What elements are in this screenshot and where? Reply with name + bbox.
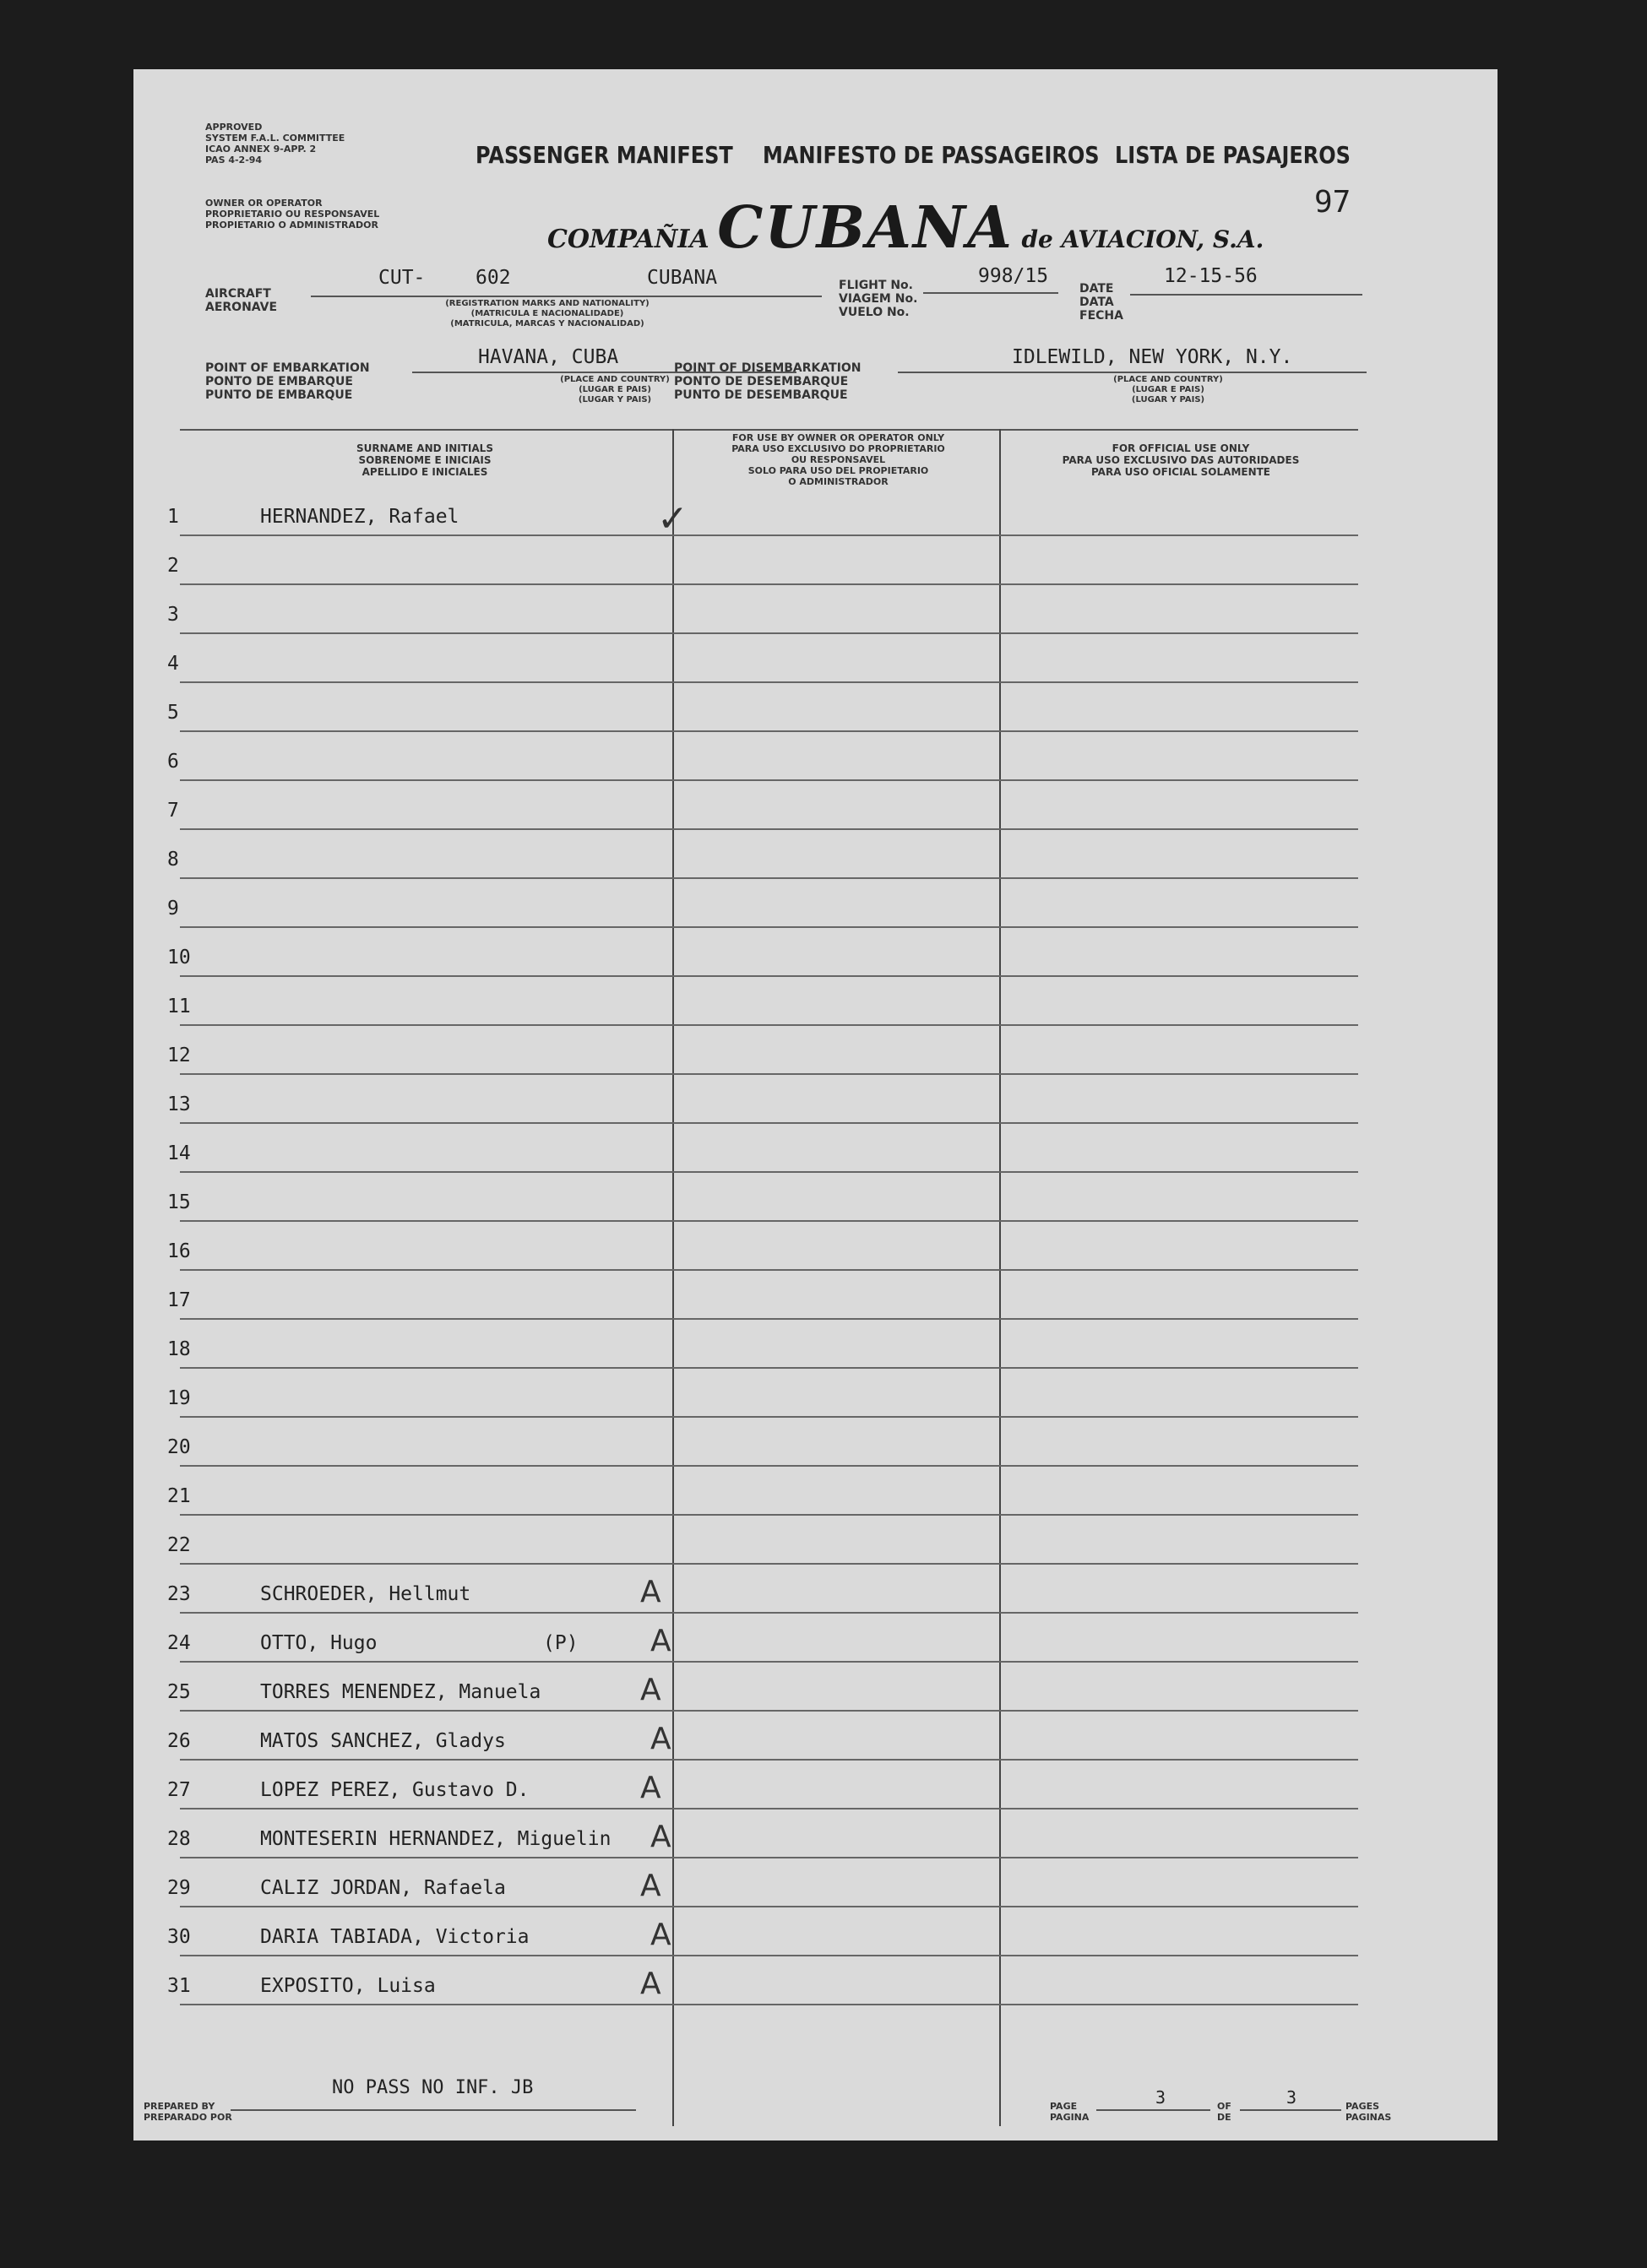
row-rule	[180, 1759, 1358, 1761]
approval-block	[205, 122, 345, 165]
row-rule	[180, 1367, 1358, 1369]
column-header-line: SOLO PARA USO DEL PROPIETARIO	[747, 465, 929, 476]
row-rule	[180, 1906, 1358, 1907]
row-number: 12	[167, 1044, 191, 1066]
column-header-name	[180, 442, 670, 478]
pages-label	[1345, 2101, 1391, 2123]
row-number: 28	[167, 1828, 191, 1850]
flight-label-line: VUELO No.	[839, 306, 910, 319]
column-header-owner	[676, 432, 1001, 487]
row-number: 30	[167, 1926, 191, 1948]
handwritten-mark: A	[640, 1575, 661, 1609]
manifest-sheet	[133, 69, 1498, 2140]
title-portuguese: MANIFESTO DE PASSAGEIROS	[763, 141, 1100, 170]
row-number: 19	[167, 1387, 191, 1409]
caption-line: (LUGAR E PAIS)	[579, 385, 651, 394]
page-underline	[1096, 2109, 1210, 2111]
disembarkation-label	[674, 361, 862, 402]
column-header-line: SOBRENOME E INICIAIS	[358, 454, 492, 466]
date-label-line: DATA	[1079, 296, 1114, 309]
handwritten-mark: A	[650, 1722, 671, 1756]
company-logo	[547, 194, 1264, 262]
footer-note: NO PASS NO INF. JB	[332, 2077, 534, 2098]
aircraft-nationality: CUBANA	[647, 267, 718, 289]
handwritten-mark: A	[650, 1918, 671, 1952]
handwritten-mark: A	[650, 1624, 671, 1658]
row-number: 21	[167, 1485, 191, 1507]
embarkation-label-line: POINT OF EMBARKATION	[205, 361, 370, 375]
owner-label-line: OWNER OR OPERATOR	[205, 198, 323, 209]
embarkation-label-line: PUNTO DE EMBARQUE	[205, 388, 353, 402]
disembarkation-caption	[1046, 375, 1291, 405]
total-pages: 3	[1286, 2087, 1297, 2108]
caption-line: (PLACE AND COUNTRY)	[560, 375, 670, 384]
passenger-name: HERNANDEZ, Rafael	[260, 506, 459, 528]
row-rule	[180, 1612, 1358, 1614]
row-rule	[180, 681, 1358, 683]
row-number: 7	[167, 800, 179, 822]
flight-label-line: VIAGEM No.	[839, 292, 918, 306]
embarkation-value: HAVANA, CUBA	[478, 346, 619, 368]
caption-line: (REGISTRATION MARKS AND NATIONALITY)	[445, 299, 650, 308]
passenger-note: (P)	[543, 1632, 579, 1654]
flight-number: 998/15	[978, 265, 1049, 287]
row-number: 31	[167, 1975, 191, 1997]
disembarkation-label-line: POINT OF DISEMBARKATION	[674, 361, 862, 375]
column-divider-right	[999, 429, 1001, 2126]
row-number: 11	[167, 996, 191, 1017]
aircraft-label-line: AIRCRAFT	[205, 287, 271, 301]
title-english: PASSENGER MANIFEST	[476, 141, 733, 170]
passenger-name: LOPEZ PEREZ, Gustavo D.	[260, 1779, 530, 1801]
prepared-by-line: PREPARADO POR	[144, 2112, 232, 2123]
column-header-official	[1003, 442, 1358, 478]
row-number: 13	[167, 1093, 191, 1115]
column-header-line: PARA USO EXCLUSIVO DAS AUTORIDADES	[1062, 454, 1300, 466]
row-rule	[180, 1073, 1358, 1075]
row-rule	[180, 975, 1358, 977]
row-number: 9	[167, 898, 179, 920]
passenger-name: TORRES MENENDEZ, Manuela	[260, 1681, 541, 1703]
passenger-name: CALIZ JORDAN, Rafaela	[260, 1877, 506, 1899]
column-header-line: FOR OFFICIAL USE ONLY	[1112, 442, 1250, 454]
approval-line: PAS 4-2-94	[205, 155, 263, 165]
passenger-name: EXPOSITO, Luisa	[260, 1975, 436, 1997]
row-number: 27	[167, 1779, 191, 1801]
checkmark-icon: ✓	[657, 497, 688, 540]
row-rule	[180, 1661, 1358, 1663]
row-number: 2	[167, 555, 179, 577]
of-label-line: OF	[1217, 2101, 1231, 2112]
passenger-name: MATOS SANCHEZ, Gladys	[260, 1730, 506, 1752]
row-rule	[180, 828, 1358, 830]
row-rule	[180, 779, 1358, 781]
row-rule	[180, 1416, 1358, 1418]
owner-label	[205, 198, 379, 231]
column-divider-left	[672, 429, 674, 2126]
column-header-line: FOR USE BY OWNER OR OPERATOR ONLY	[731, 432, 945, 443]
page-label-line: PAGE	[1050, 2101, 1078, 2112]
embarkation-label	[205, 361, 370, 402]
row-rule	[180, 1024, 1358, 1026]
row-rule	[180, 1857, 1358, 1858]
passenger-name: DARIA TABIADA, Victoria	[260, 1926, 530, 1948]
row-number: 6	[167, 751, 179, 773]
prepared-by-line: PREPARED BY	[144, 2101, 215, 2112]
date-label	[1079, 282, 1123, 323]
row-number: 1	[167, 506, 179, 528]
aircraft-label-line: AERONAVE	[205, 301, 278, 314]
total-underline	[1240, 2109, 1341, 2111]
row-number: 25	[167, 1681, 191, 1703]
passenger-name: SCHROEDER, Hellmut	[260, 1583, 471, 1605]
disembarkation-label-line: PONTO DE DESEMBARQUE	[674, 375, 849, 388]
of-label-line: DE	[1217, 2112, 1231, 2123]
row-rule	[180, 1710, 1358, 1712]
page-label	[1050, 2101, 1089, 2123]
row-number: 4	[167, 653, 179, 675]
caption-line: (LUGAR Y PAIS)	[578, 395, 652, 404]
handwritten-mark: A	[650, 1820, 671, 1854]
date-label-line: FECHA	[1079, 309, 1123, 323]
row-rule	[180, 1269, 1358, 1271]
aircraft-underline	[311, 296, 822, 297]
handwritten-mark: A	[640, 1869, 661, 1903]
prepared-by-underline	[231, 2109, 636, 2111]
disembarkation-underline	[898, 372, 1367, 373]
handwritten-mark: A	[640, 1967, 661, 2001]
company-logo-main: CUBANA	[717, 194, 1014, 262]
date-value: 12-15-56	[1164, 265, 1258, 287]
sheet-number: 97	[1314, 185, 1351, 220]
embarkation-label-line: PONTO DE EMBARQUE	[205, 375, 353, 388]
row-number: 23	[167, 1583, 191, 1605]
page-label-line: PAGINA	[1050, 2112, 1090, 2123]
row-rule	[180, 1171, 1358, 1173]
prepared-by-label	[144, 2101, 232, 2123]
row-number: 24	[167, 1632, 191, 1654]
aircraft-label	[205, 287, 277, 314]
caption-line: (LUGAR E PAIS)	[1132, 385, 1204, 394]
row-number: 20	[167, 1436, 191, 1458]
row-rule	[180, 730, 1358, 732]
page-number: 3	[1155, 2087, 1166, 2108]
row-number: 22	[167, 1534, 191, 1556]
flight-label-line: FLIGHT No.	[839, 279, 913, 292]
disembarkation-value: IDLEWILD, NEW YORK, N.Y.	[1012, 346, 1293, 368]
caption-line: (PLACE AND COUNTRY)	[1113, 375, 1223, 384]
row-rule	[180, 583, 1358, 585]
row-rule	[180, 632, 1358, 634]
row-rule	[180, 534, 1358, 536]
row-rule	[180, 1465, 1358, 1467]
column-header-line: APELLIDO E INICIALES	[361, 466, 488, 478]
row-number: 15	[167, 1191, 191, 1213]
caption-line: (MATRICULA, MARCAS Y NACIONALIDAD)	[450, 319, 644, 328]
row-rule	[180, 1808, 1358, 1810]
owner-label-line: PROPRIETARIO OU RESPONSAVEL	[205, 209, 380, 220]
flight-label	[839, 279, 917, 319]
row-rule	[180, 926, 1358, 928]
approval-line: SYSTEM F.A.L. COMMITTEE	[205, 133, 345, 144]
column-header-line: OU RESPONSAVEL	[791, 454, 886, 465]
caption-line: (LUGAR Y PAIS)	[1131, 395, 1205, 404]
company-logo-post: de AVIACION, S.A.	[1021, 225, 1264, 253]
row-number: 14	[167, 1142, 191, 1164]
row-number: 8	[167, 849, 179, 871]
approval-line: APPROVED	[205, 122, 263, 133]
row-number: 5	[167, 702, 179, 724]
handwritten-mark: A	[640, 1771, 661, 1805]
row-rule	[180, 877, 1358, 879]
row-rule	[180, 1318, 1358, 1320]
date-underline	[1130, 294, 1362, 296]
caption-line: (MATRICULA E NACIONALIDADE)	[470, 309, 624, 318]
pages-label-line: PAGES	[1345, 2101, 1380, 2112]
row-number: 26	[167, 1730, 191, 1752]
column-header-line: PARA USO EXCLUSIVO DO PROPRIETARIO	[731, 443, 945, 454]
flight-underline	[923, 292, 1058, 294]
title-spanish: LISTA DE PASAJEROS	[1115, 141, 1351, 170]
disembarkation-label-line: PUNTO DE DESEMBARQUE	[674, 388, 848, 402]
row-number: 3	[167, 604, 179, 626]
row-rule	[180, 1122, 1358, 1124]
of-label	[1217, 2101, 1231, 2123]
row-rule	[180, 1563, 1358, 1565]
row-number: 18	[167, 1338, 191, 1360]
column-header-line: O ADMINISTRADOR	[788, 476, 889, 487]
pages-label-line: PAGINAS	[1345, 2112, 1392, 2123]
approval-line: ICAO ANNEX 9-APP. 2	[205, 144, 317, 155]
company-logo-pre: COMPAÑIA	[547, 225, 709, 254]
owner-label-line: PROPIETARIO O ADMINISTRADOR	[205, 220, 378, 231]
row-rule	[180, 1514, 1358, 1516]
passenger-name: OTTO, Hugo	[260, 1632, 378, 1654]
aircraft-caption	[412, 299, 682, 329]
row-rule	[180, 2004, 1358, 2005]
row-rule	[180, 1220, 1358, 1222]
column-header-line: PARA USO OFICIAL SOLAMENTE	[1090, 466, 1271, 478]
row-number: 17	[167, 1289, 191, 1311]
date-label-line: DATE	[1079, 282, 1114, 296]
row-number: 29	[167, 1877, 191, 1899]
handwritten-mark: A	[640, 1673, 661, 1707]
passenger-name: MONTESERIN HERNANDEZ, Miguelin	[260, 1828, 612, 1850]
row-number: 10	[167, 947, 191, 969]
row-number: 16	[167, 1240, 191, 1262]
row-rule	[180, 1955, 1358, 1956]
column-header-line: SURNAME AND INITIALS	[356, 442, 493, 454]
aircraft-registration: CUT-	[378, 267, 426, 289]
aircraft-number: 602	[476, 267, 511, 289]
table-top-rule	[180, 429, 1358, 431]
